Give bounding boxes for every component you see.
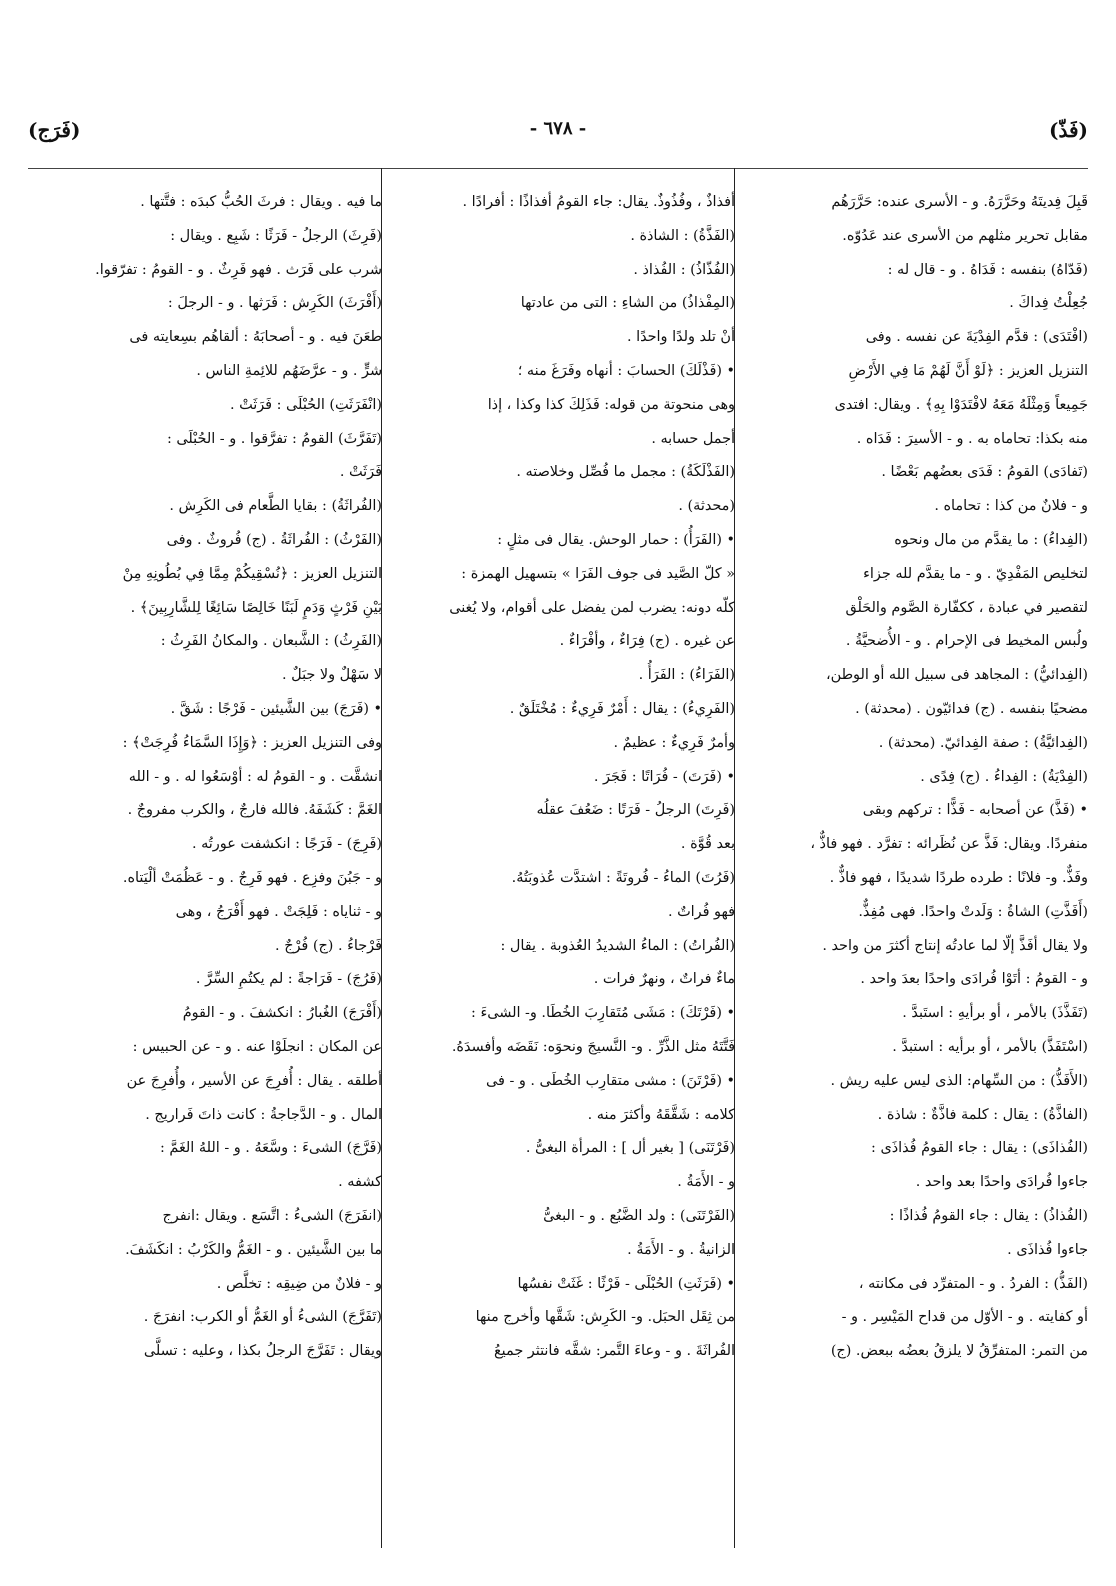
entry-line: (الفَذْلَكَةُ) : مجمل ما فُصِّل وخلاصته . bbox=[516, 464, 735, 481]
entry-line: التنزيل العزيز : ﴿لَوْ أَنَّ لَهُمْ مَا فِي الأَرْضِ bbox=[848, 362, 1088, 379]
entry-line: وأمرٌ فَرِيءٌ : عظيمٌ . bbox=[613, 734, 735, 751]
entry-line: (الفُذاذُ) : يقال : جاء القومُ فُذاذًا : bbox=[889, 1207, 1088, 1224]
entry-line: (الفَرْثُ) : الفُراثَةُ . (ج) فُروثٌ . وفى bbox=[166, 531, 382, 548]
entry-line: ماءٌ فراتٌ ، ونهرٌ فرات . bbox=[593, 971, 735, 988]
entry-line: « كلّ الصَّيد فى جوف الفَرَا » بتسهيل الهمزة : bbox=[461, 565, 735, 582]
entry-line: ما فيه . ويقال : فرثَ الحُبُّ كبدَه : فتَّتها . bbox=[140, 194, 382, 210]
entry-line: لتخليص المَفْدِيّ . و - ما يقدَّم لله جزاء bbox=[863, 565, 1088, 582]
entry-line: • (فَرَجَ) بين الشَّيئين - فَرْجًا : شَقَّ . bbox=[170, 700, 382, 717]
entry-line: (افْتَدَى) : قدَّم الفِدْيَةَ عن نفسه . وفى bbox=[865, 329, 1088, 346]
entry-line: (الفَرْتَنَى) : ولد الضَّبُع . و - البغىُّ bbox=[543, 1207, 735, 1224]
entry-line: جاءوا فُرادَى واحدًا بعد واحد . bbox=[915, 1174, 1088, 1191]
entry-line: الزانيةُ . و - الأَمَةُ . bbox=[627, 1241, 735, 1258]
entry-line: (انفَرَجَ) الشىءُ : اتَّسَع . ويقال :انفرج bbox=[162, 1207, 382, 1224]
entry-line: كلامه : شَقَّقَهُ وأكثرَ منه . bbox=[587, 1106, 735, 1123]
entry-line: فَرْجاءُ . (ج) فُرْجٌ . bbox=[275, 937, 382, 954]
entry-line: مضحيًا بنفسه . (ج) فدائيّون . (محدثة) . bbox=[855, 700, 1088, 717]
column-left bbox=[46, 186, 382, 1369]
entry-line: (الأَفَذُّ) : من السِّهام: الذى ليس عليه ريش . bbox=[830, 1072, 1088, 1089]
entry-line: (الفَرِيءُ) : يقال : أَمْرٌ فَرِيءٌ : مُخْتَلَقٌ . bbox=[509, 700, 735, 717]
entry-line: (فَرَّجَ) الشىءَ : وسَّعَهُ . و - اللهُ الغَمَّ : bbox=[159, 1140, 382, 1157]
entry-line: (تَفَرَّثَ) القومُ : تفرَّقوا . و - الحُبْلَى : bbox=[167, 430, 382, 447]
entry-line: (تَفَذَّذَ) بالأمر ، أو برأيهِ : استَبدَّ . bbox=[902, 1005, 1088, 1022]
entry-line: عن غيره . (ج) فِرَاءٌ ، وأفْرَاءٌ . bbox=[559, 633, 735, 650]
entry-line: الغَمَّ : كَشَفَهُ. فالله فارجٌ ، والكرب مفروجٌ . bbox=[127, 802, 382, 819]
entry-line: منفردًا. ويقال: فَذَّ عن نُظَرائه : تفرَّد . فهو فاذٌّ ، bbox=[810, 836, 1088, 853]
entry-line: قَبِلَ فِديتَهُ وحَرَّرَهُ. و - الأسرى عنده: حَرَّرَهُم bbox=[831, 194, 1088, 210]
entry-line: ولُبس المخيط فى الإحرام . و - الأُضحيَّةُ . bbox=[845, 633, 1088, 650]
entry-line: شرٍّ . و - عرَّضَهُم للائِمةِ الناس . bbox=[196, 362, 382, 379]
entry-line: المال . و - الدَّجاجةُ : كانت ذاتَ فَراريج . bbox=[145, 1106, 382, 1123]
entry-line: الفُراثَةَ . و - وعاءَ التَّمر: شقَّه فانتثر جميعُ bbox=[494, 1343, 735, 1360]
entry-line: (فَرِثَ) الرجلُ - فَرَثًا : شَبِع . ويقال : bbox=[170, 227, 382, 244]
entry-line: (اسْتَفَذَّ) بالأمر ، أو برأيه : استبدَّ . bbox=[892, 1038, 1088, 1055]
entry-line: وهى منحوتة من قوله: فَذَلِكَ كذا وكذا ، إذا bbox=[487, 396, 735, 413]
entry-line: التنزيل العزيز : ﴿نُسْقِيكُمْ مِمَّا فِي بُطُونِهِ مِنْ bbox=[122, 565, 382, 582]
entry-line: أطلقه . يقال : أُفرِجَ عن الأسير ، وأُفرِجَ عن bbox=[126, 1072, 382, 1089]
entry-line: (الفاذَّةُ) : يقال : كلمة فاذَّةٌ : شاذة . bbox=[877, 1106, 1088, 1123]
entry-line: • (فَرْتَنَ) : مشى متقارِب الخُطَى . و - فى bbox=[486, 1072, 735, 1089]
entry-line: ما بين الشَّيئين . و - الغَمُّ والكَرْبُ : انكَشَفَ. bbox=[125, 1241, 382, 1258]
entry-line: انشقَّت . و - القومُ له : أوْسَعُوا له . و - الله bbox=[128, 768, 382, 785]
entry-line: • (فَرَثَتِ) الحُبْلَى - فَرْثًا : غَثَتْ نفسُها bbox=[517, 1275, 735, 1292]
entry-line: (الفُذاذَى) : يقال : جاء القومُ فُذاذَى : bbox=[871, 1140, 1088, 1157]
dictionary-columns bbox=[28, 168, 1088, 1568]
page-header bbox=[28, 118, 1088, 158]
entry-line: (الفُذّاذُ) : الفُذاذ . bbox=[633, 261, 735, 278]
entry-line: (الفَذُّ) : الفردُ . و - المتفرِّد فى مكانته ، bbox=[858, 1275, 1088, 1292]
entry-line: (محدثة) . bbox=[678, 498, 735, 515]
entry-line: (تَفادَى) القومُ : فَدَى بعضُهم بَعْضًا . bbox=[881, 464, 1088, 481]
entry-line: عن المكان : انجلَوْا عنه . و - عن الحبيس : bbox=[132, 1038, 382, 1055]
entry-line: وفَذٌّ. و- فلانًا : طرده طردًا شديدًا ، فهو فاذٌّ . bbox=[829, 869, 1088, 886]
header-right-keyword: (فَذّ) bbox=[1049, 118, 1088, 142]
entry-line: (الفَرَاءُ) : الفَرَأُ . bbox=[638, 667, 735, 684]
entry-line: كلّه دونه: يضرب لمن يفضل على أقوام، ولا يُغنى bbox=[449, 599, 735, 616]
entry-line: لتقصير في عبادة ، ككفّارة الصَّوم والحَلْق bbox=[845, 599, 1088, 616]
entry-line: (فَرُجَ) - فَرَاجةً : لم يكتُمِ السِّرَّ . bbox=[195, 971, 382, 988]
entry-line: (أَفَذَّتِ) الشاةُ : وَلَدتْ واحدًا. فهى مُفِذٌّ. bbox=[858, 903, 1088, 920]
entry-line: (أَفْرَثَ) الكَرِش : فَرَثها . و - الرجلَ : bbox=[167, 295, 382, 312]
entry-line: (الفِدائيَّةُ) : صفة الفِدائيّ. (محدثة) . bbox=[878, 734, 1088, 751]
entry-line: أجمل حسابه . bbox=[651, 430, 735, 447]
entry-line: (أَفْرَجَ) الغُبارُ : انكشفَ . و - القومُ bbox=[182, 1005, 382, 1022]
entry-line: جاءوا فُذاذَى . bbox=[1007, 1241, 1088, 1258]
entry-line: جُعِلْتُ فِداكَ . bbox=[1009, 295, 1088, 312]
header-rule bbox=[28, 168, 1088, 169]
entry-line: فَتَّتَهُ مثل الذَّرِّ . و- النَّسيجَ ونحوَه: نَقَضَه وأفسدَهُ. bbox=[451, 1038, 735, 1055]
entry-line: أفذاذٌ ، وفُذُوذٌ. يقال: جاء القومُ أفذاذًا : أفرادًا . bbox=[462, 194, 735, 210]
entry-line: (الفِداءُ) : ما يقدَّم من مال ونحوه bbox=[894, 531, 1088, 548]
entry-line: (المِفْذاذُ) من الشاءِ : التى من عادتها bbox=[520, 295, 735, 312]
entry-line: مقابل تحرير مثلهم من الأسرى عند عَدُوّه. bbox=[842, 227, 1088, 244]
entry-line: كشفه . bbox=[338, 1174, 382, 1191]
entry-line: منه بكذا: تحاماه به . و - الأسيرَ : فَدَاه . bbox=[856, 430, 1088, 447]
entry-line: وفى التنزيل العزيز : ﴿وَإِذَا السَّمَاءُ فُرِجَتْ﴾ : bbox=[122, 734, 382, 751]
entry-line: ويقال : تَفَرَّجَ الرجلُ بكذا ، وعليه : تسلَّى bbox=[143, 1343, 382, 1360]
entry-line: من ثِقَل الحبَل. و- الكَرِش: شَقَّها وأخرج منها bbox=[475, 1309, 735, 1326]
entry-line: بعد قُوَّة . bbox=[680, 836, 735, 853]
entry-line: أو كفايته . و - الأوّل من قداح المَيْسِر . و - bbox=[841, 1309, 1088, 1326]
entry-line: • (فَذَّ) عن أصحابه - فَذًّا : تركهم وبقى bbox=[862, 802, 1088, 819]
entry-line: (انْفَرَثَتِ) الحُبْلَى : فَرَثَتْ . bbox=[229, 396, 382, 413]
entry-line: (فَرُتَ) الماءُ - فُروتَةً : اشتدَّت عُذوبَتُهُ. bbox=[511, 869, 735, 886]
entry-line: ولا يقال أفَذَّ إلّا لما عادتُه إنتاج أكثرَ من واحد . bbox=[822, 937, 1088, 954]
entry-line: لا سَهْلٌ ولا جبَلٌ . bbox=[282, 667, 382, 684]
entry-line: و - القومُ : أتَوْا فُرادَى واحدًا بعدَ واحد . bbox=[860, 971, 1088, 988]
entry-line: أنْ تلد ولدًا واحدًا . bbox=[626, 329, 735, 346]
entry-line: (الفَرِثُ) : الشَّبعان . والمكانُ الفَرِثُ : bbox=[160, 633, 382, 650]
entry-line: (الفُراثَةُ) : بقايا الطَّعام فى الكَرِش . bbox=[169, 498, 382, 515]
column-middle bbox=[399, 186, 735, 1369]
entry-line: بَيْنِ فَرْثٍ وَدَمٍ لَبَنًا خَالِصًا سَائِغًا لِلشَّارِبِينَ﴾ . bbox=[130, 599, 382, 616]
page-number: - ٦٧٨ - bbox=[529, 118, 587, 139]
entry-line: (فَدّاهُ) بنفسه : فَدَاهُ . و - قال له : bbox=[887, 261, 1088, 278]
entry-line: طعَنَ فيه . و - أصحابَهُ : ألقاهُم بسِعايته فى bbox=[129, 329, 382, 346]
entry-line: • (الفَرَأُ) : حمار الوحش. يقال فى مثلٍ : bbox=[497, 531, 735, 548]
entry-line: (تَفَرَّجَ) الشىءُ أو الغَمُّ أو الكرب: انفرَجَ . bbox=[143, 1309, 382, 1326]
entry-line: (الفِدائيُّ) : المجاهد فى سبيل الله أو الوطن، bbox=[825, 667, 1088, 684]
entry-line: (الفُراتُ) : الماءُ الشديدُ العُذوبة . يقال : bbox=[500, 937, 735, 954]
entry-line: فهو فُراتٌ . bbox=[667, 903, 735, 920]
entry-line: • (فَرَتَ) - فُرَاتًا : فَجَرَ . bbox=[593, 768, 735, 785]
entry-line: • (فَذْلَكَ) الحسابَ : أنهاه وفَرَغَ منه ؛ bbox=[517, 362, 735, 379]
header-left-keyword: (فَرَج) bbox=[28, 118, 81, 142]
entry-line: (الفِدْيَةُ) : الفِداءُ . (ج) فِدًى . bbox=[920, 768, 1088, 785]
entry-line: • (فَرْتَكَ) : مَشَى مُتَقارِبَ الخُطَا. و- الشىءَ : bbox=[471, 1005, 735, 1022]
entry-line: (الفَذَّةُ) : الشاذة . bbox=[630, 227, 735, 244]
entry-line: و - فلانٌ من كذا : تحاماه . bbox=[934, 498, 1088, 515]
entry-line: و - الأَمَةُ . bbox=[677, 1174, 735, 1191]
entry-line: و - جَبُنَ وفزِع . فهو فَرِجٌ . و - عَظُمَتْ ألْيَتاه. bbox=[122, 869, 382, 886]
entry-line: من التمر: المتفرِّقُ لا يلزقُ بعضُه ببعض. (ج) bbox=[830, 1343, 1088, 1360]
column-right bbox=[752, 186, 1088, 1369]
entry-line: و - ثناياه : فَلِجَتْ . فهو أَفْرَجُ ، وهى bbox=[175, 903, 382, 920]
entry-line: فَرَثَتْ . bbox=[339, 464, 382, 481]
entry-line: و - فلانٌ من ضِيقِه : تخلَّص . bbox=[216, 1275, 382, 1292]
entry-line: (فَرِتَ) الرجلُ - فَرَتًا : ضَعُفَ عقلُه bbox=[536, 802, 735, 819]
entry-line: جَمِيعاً وَمِثْلَهُ مَعَهُ لافْتَدَوْا بِهِ﴾ . ويقال: افتدى bbox=[834, 396, 1088, 413]
entry-line: شرب على فَرَث . فهو فَرِثٌ . و - القومُ : تفرّقوا. bbox=[95, 261, 382, 278]
entry-line: (فَرْتَنَى) [ بغير أل ] : المرأة البغىُّ . bbox=[525, 1140, 735, 1157]
entry-line: (فَرِجَ) - فَرَجًا : انكشفت عورتُه . bbox=[191, 836, 382, 853]
